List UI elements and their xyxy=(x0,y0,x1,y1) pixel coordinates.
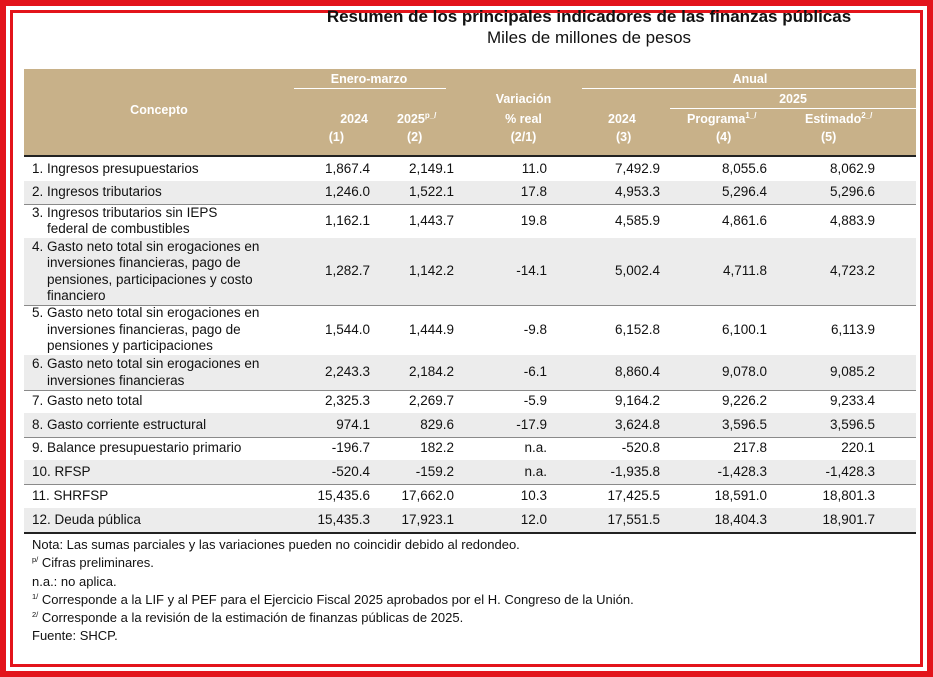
page-subtitle: Miles de millones de pesos xyxy=(486,28,692,47)
table-row xyxy=(24,204,916,239)
header-col5-sup: 2_/ xyxy=(861,110,873,120)
table-row xyxy=(24,305,916,356)
header-underline-anual xyxy=(582,88,916,89)
row-value-col5: 18,591.0 xyxy=(714,487,767,503)
row-value-col3: -9.8 xyxy=(523,321,547,337)
row-label: 7. Gasto neto total xyxy=(32,393,143,409)
row-label: 10. RFSP xyxy=(32,463,91,479)
row-value-col3: 10.3 xyxy=(520,487,547,503)
row-value-col2: 829.6 xyxy=(420,416,454,432)
row-value-col2: 17,923.1 xyxy=(401,511,454,527)
note-lif-pef: $^{1/}$ Corresponde a la LIF y al PEF para el Ejercicio Fiscal 2025 aprobados por el H. Congreso de la Unión. xyxy=(32,591,634,607)
row-value-col5: 8,055.6 xyxy=(721,160,767,176)
row-value-col1: 1,282.7 xyxy=(324,263,370,279)
row-value-col6: 220.1 xyxy=(841,440,875,456)
row-value-col6: 9,233.4 xyxy=(829,393,875,409)
header-col1-num: (1) xyxy=(328,130,344,144)
row-value-col1: -196.7 xyxy=(331,440,370,456)
note-no-aplica: n.a.: no aplica. xyxy=(32,573,117,589)
row-value-col1: 1,162.1 xyxy=(324,212,370,228)
row-value-col6: 6,113.9 xyxy=(830,321,875,337)
row-value-col4: -1,935.8 xyxy=(610,463,660,479)
table-row xyxy=(24,413,916,438)
header-variacion-3: (2/1) xyxy=(510,130,537,144)
row-label: 9. Balance presupuestario primario xyxy=(32,440,242,456)
row-value-col2: -159.2 xyxy=(415,463,454,479)
row-value-col1: -520.4 xyxy=(331,463,370,479)
row-value-col5: 9,226.2 xyxy=(721,393,767,409)
table-row xyxy=(24,355,916,391)
row-value-col5: 18,404.3 xyxy=(714,511,767,527)
row-value-col5: 9,078.0 xyxy=(721,364,767,380)
row-value-col2: 182.2 xyxy=(420,440,454,456)
header-col5-estimado: Estimado$^{2\_/}$ xyxy=(805,110,873,126)
header-col3-year: 2024 xyxy=(608,112,636,126)
row-value-col5: 3,596.5 xyxy=(721,416,767,432)
row-value-col4: 4,585.9 xyxy=(614,212,660,228)
row-value-col6: -1,428.3 xyxy=(825,463,875,479)
header-col5-num: (5) xyxy=(821,130,837,144)
row-value-col5: 4,861.6 xyxy=(721,212,767,228)
header-col2-sup: p_/ xyxy=(424,110,437,120)
row-value-col5: 5,296.4 xyxy=(721,184,767,200)
row-value-col4: 5,002.4 xyxy=(614,263,660,279)
row-value-col2: 17,662.0 xyxy=(401,487,454,503)
row-label: 11. SHRFSP xyxy=(32,487,109,503)
table-row xyxy=(24,460,916,485)
header-anual: Anual xyxy=(732,72,768,86)
header-variacion-1: Variación xyxy=(495,92,552,106)
note-preliminares: $^{p/}$ Cifras preliminares. xyxy=(32,555,154,571)
note-redondeo: Nota: Las sumas parciales y las variaciones pueden no coincidir debido al redondeo. xyxy=(32,537,520,552)
table-row xyxy=(24,390,916,414)
header-col4-sup: 1_/ xyxy=(745,110,757,120)
row-value-col2: 1,444.9 xyxy=(408,321,454,337)
table-row xyxy=(24,181,916,205)
row-value-col2: 1,142.2 xyxy=(408,263,454,279)
table-row xyxy=(24,508,916,533)
row-value-col3: 12.0 xyxy=(520,511,547,527)
row-value-col3: 19.8 xyxy=(520,212,547,228)
header-col4-num: (4) xyxy=(716,130,732,144)
header-concepto: Concepto xyxy=(130,103,188,117)
row-value-col4: 6,152.8 xyxy=(614,321,660,337)
row-value-col5: 4,711.8 xyxy=(722,263,767,279)
row-value-col4: 17,425.5 xyxy=(607,487,660,503)
row-value-col3: 17.8 xyxy=(520,184,547,200)
row-value-col2: 2,269.7 xyxy=(408,393,454,409)
row-value-col1: 15,435.6 xyxy=(317,487,370,503)
table-row xyxy=(24,157,916,182)
row-value-col3: -5.9 xyxy=(523,393,547,409)
table-bottom-rule xyxy=(24,532,916,534)
header-variacion-2: % real xyxy=(505,112,542,126)
row-value-col3: -17.9 xyxy=(516,416,547,432)
row-value-col6: 3,596.5 xyxy=(829,416,875,432)
row-value-col4: 9,164.2 xyxy=(614,393,660,409)
row-value-col4: -520.8 xyxy=(621,440,660,456)
row-value-col4: 3,624.8 xyxy=(614,416,660,432)
header-col2-num: (2) xyxy=(407,130,423,144)
row-value-col1: 974.1 xyxy=(336,416,370,432)
row-value-col3: n.a. xyxy=(524,463,547,479)
row-value-col1: 2,243.3 xyxy=(324,364,370,380)
row-label: 3. Ingresos tributarios sin IEPS federal de combustibles xyxy=(32,204,218,236)
row-value-col4: 4,953.3 xyxy=(614,184,660,200)
table-header xyxy=(24,69,916,155)
row-label: 4. Gasto neto total sin erogaciones en inversiones financieras, pago de pensiones, participaciones y costo financiero xyxy=(32,238,260,303)
table-row xyxy=(24,238,916,306)
row-value-col2: 1,443.7 xyxy=(408,212,454,228)
row-value-col1: 1,544.0 xyxy=(324,321,370,337)
row-value-col5: -1,428.3 xyxy=(717,463,767,479)
row-label: 5. Gasto neto total sin erogaciones en inversiones financieras, pago de pensiones y participaciones xyxy=(32,305,260,354)
row-label: 6. Gasto neto total sin erogaciones en inversiones financieras xyxy=(32,356,260,388)
row-value-col5: 6,100.1 xyxy=(721,321,767,337)
row-value-col3: n.a. xyxy=(524,440,547,456)
note-estimacion: $^{2/}$ Corresponde a la revisión de la estimación de finanzas públicas de 2025. xyxy=(32,610,464,626)
row-value-col6: 18,801.3 xyxy=(822,487,875,503)
header-col4-programa: Programa$^{1\_/}$ xyxy=(687,110,757,126)
row-value-col2: 1,522.1 xyxy=(408,184,454,200)
row-value-col4: 7,492.9 xyxy=(614,160,660,176)
header-col1-year: 2024 xyxy=(340,112,368,126)
note-fuente: Fuente: SHCP. xyxy=(32,628,118,644)
header-enero-marzo: Enero-marzo xyxy=(330,72,408,86)
row-value-col6: 5,296.6 xyxy=(829,184,875,200)
footnotes xyxy=(32,536,892,646)
header-underline-2025 xyxy=(670,108,916,109)
row-value-col6: 4,883.9 xyxy=(829,212,875,228)
row-value-col2: 2,184.2 xyxy=(408,364,454,380)
row-value-col6: 4,723.2 xyxy=(829,263,875,279)
row-value-col1: 1,867.4 xyxy=(324,160,370,176)
row-label: 2. Ingresos tributarios xyxy=(32,184,162,200)
row-value-col3: -14.1 xyxy=(516,263,547,279)
row-value-col1: 1,246.0 xyxy=(324,184,370,200)
page-title: Resumen de los principales indicadores de las finanzas públicas xyxy=(326,7,852,26)
row-label: 1. Ingresos presupuestarios xyxy=(32,160,199,176)
row-value-col3: 11.0 xyxy=(521,160,547,176)
table-row xyxy=(24,437,916,461)
row-label: 8. Gasto corriente estructural xyxy=(32,416,207,432)
row-value-col6: 9,085.2 xyxy=(829,364,875,380)
header-year-2025: 2025 xyxy=(779,92,807,106)
row-value-col1: 15,435.3 xyxy=(317,511,370,527)
row-value-col4: 17,551.5 xyxy=(607,511,660,527)
row-value-col5: 217.8 xyxy=(733,440,767,456)
table-row xyxy=(24,484,916,509)
header-underline-enero-marzo xyxy=(294,88,446,89)
row-value-col2: 2,149.1 xyxy=(408,160,454,176)
row-value-col4: 8,860.4 xyxy=(614,364,660,380)
row-value-col6: 8,062.9 xyxy=(829,160,875,176)
header-col3-num: (3) xyxy=(616,130,632,144)
row-value-col1: 2,325.3 xyxy=(324,393,370,409)
row-value-col6: 18,901.7 xyxy=(822,511,875,527)
row-label: 12. Deuda pública xyxy=(32,511,141,527)
row-value-col3: -6.1 xyxy=(523,364,547,380)
header-col2-year: $2025^{p\_/}$ xyxy=(397,110,437,126)
